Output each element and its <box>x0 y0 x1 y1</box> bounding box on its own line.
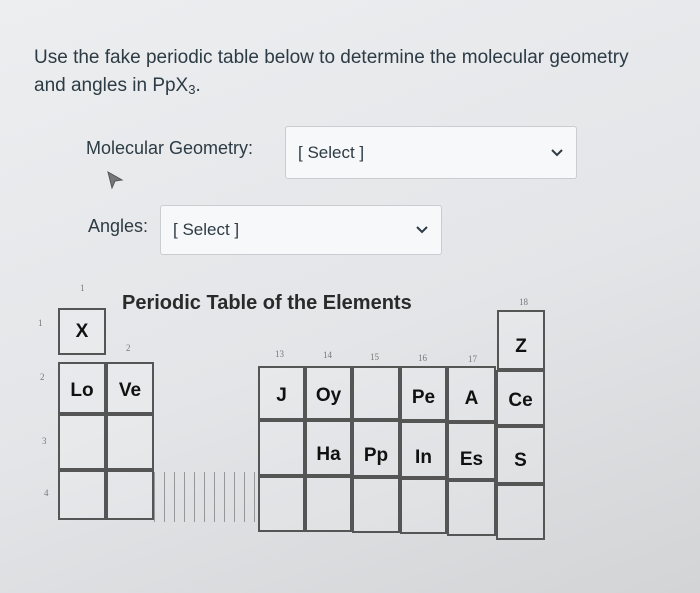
element-cell: A <box>447 366 496 422</box>
chevron-down-icon <box>415 220 429 240</box>
element-cell <box>305 476 352 532</box>
element-cell <box>496 484 545 540</box>
period-number: 4 <box>44 488 49 498</box>
periodic-table-title: Periodic Table of the Elements <box>122 292 412 314</box>
group-number: 18 <box>519 297 528 307</box>
group-number: 14 <box>323 350 332 360</box>
element-cell: J <box>258 366 305 420</box>
element-cell <box>400 478 447 534</box>
element-cell <box>447 480 496 536</box>
group-number: 1 <box>80 283 85 293</box>
geometry-label: Molecular Geometry: <box>86 138 254 158</box>
element-cell: Ha <box>305 420 352 476</box>
group-number: 13 <box>275 349 284 359</box>
period-number: 2 <box>40 372 45 382</box>
period-number: 3 <box>42 436 47 446</box>
element-cell <box>352 477 400 533</box>
element-cell <box>258 420 305 476</box>
element-cell: Lo <box>58 362 106 414</box>
group-number: 17 <box>468 354 477 364</box>
element-cell: X <box>58 308 106 355</box>
mouse-pointer-icon <box>106 170 124 190</box>
angles-label: Angles: <box>88 216 149 236</box>
element-cell: Oy <box>305 366 352 420</box>
group-number: 16 <box>418 353 427 363</box>
geometry-select[interactable] <box>285 126 577 179</box>
period-number: 1 <box>38 318 43 328</box>
element-cell: Ve <box>106 362 154 414</box>
element-cell: Pe <box>400 366 447 421</box>
group-number: 15 <box>370 352 379 362</box>
element-cell: Z <box>497 310 545 370</box>
element-cell: S <box>496 426 545 484</box>
transition-metals-lines <box>154 472 258 522</box>
group-number: 2 <box>126 343 131 353</box>
element-cell <box>106 470 154 520</box>
angles-select-value: [ Select ] <box>173 220 240 239</box>
question-text <box>34 44 700 104</box>
geometry-select-value: [ Select ] <box>298 142 365 162</box>
element-cell <box>258 476 305 532</box>
question-line-2: and angles in PpX$_3$. <box>34 75 201 97</box>
chevron-down-icon <box>550 143 564 163</box>
angles-select[interactable] <box>160 205 442 255</box>
element-cell <box>58 470 106 520</box>
element-cell: In <box>400 421 447 478</box>
element-cell <box>58 414 106 470</box>
element-cell: Es <box>447 422 496 480</box>
element-cell <box>352 366 400 420</box>
element-cell <box>106 414 154 470</box>
element-cell: Ce <box>496 370 545 426</box>
element-cell: Pp <box>352 420 400 477</box>
question-line-1: Use the fake periodic table below to determine the molecular geometry <box>34 47 629 68</box>
